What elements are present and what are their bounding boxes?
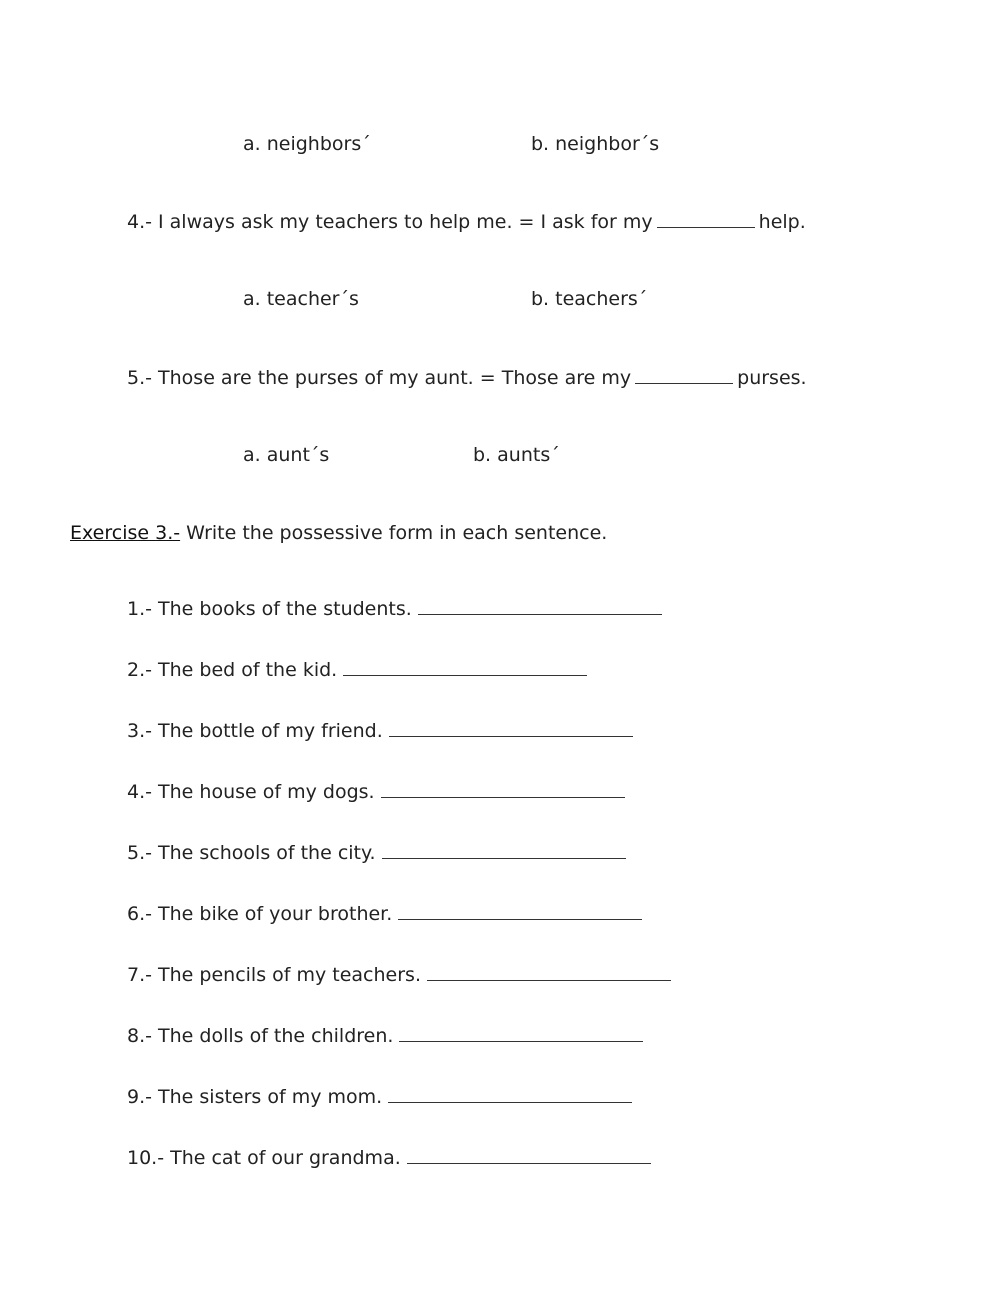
exercise-3-item-text: 8.- The dolls of the children. [127, 1025, 394, 1047]
exercise-3-item [127, 842, 626, 864]
answer-blank[interactable] [388, 1086, 632, 1103]
exercise-3-item-text: 2.- The bed of the kid. [127, 659, 338, 681]
question-4 [127, 211, 806, 233]
q5-option-b: b. aunts´ [473, 444, 560, 466]
exercise-3-instruction: Write the possessive form in each sentence. [180, 522, 608, 544]
exercise-3-item [127, 1147, 651, 1169]
question-5-after: purses. [737, 367, 807, 389]
q4-option-a: a. teacher´s [243, 288, 359, 310]
exercise-3-item-text: 4.- The house of my dogs. [127, 781, 375, 803]
answer-blank[interactable] [382, 842, 626, 859]
exercise-3-item-text: 6.- The bike of your brother. [127, 903, 393, 925]
exercise-3-label: Exercise 3.- [70, 522, 181, 544]
exercise-3-item [127, 659, 587, 681]
question-4-blank[interactable] [657, 211, 755, 228]
exercise-3-item-text: 1.- The books of the students. [127, 598, 412, 620]
q4-option-b: b. teachers´ [531, 288, 648, 310]
q3-option-a: a. neighbors´ [243, 133, 371, 155]
exercise-3-item [127, 1025, 643, 1047]
answer-blank[interactable] [427, 964, 671, 981]
answer-blank[interactable] [398, 903, 642, 920]
answer-blank[interactable] [407, 1147, 651, 1164]
exercise-3-item [127, 964, 671, 986]
exercise-3-item [127, 720, 633, 742]
question-5-blank[interactable] [635, 367, 733, 384]
exercise-3-item-text: 10.- The cat of our grandma. [127, 1147, 401, 1169]
q5-option-a: a. aunt´s [243, 444, 330, 466]
question-5-text: 5.- Those are the purses of my aunt. = Those are my [127, 367, 632, 389]
question-5 [127, 367, 807, 389]
exercise-3-item-text: 7.- The pencils of my teachers. [127, 964, 421, 986]
answer-blank[interactable] [389, 720, 633, 737]
answer-blank[interactable] [343, 659, 587, 676]
answer-blank[interactable] [381, 781, 625, 798]
q3-option-b: b. neighbor´s [531, 133, 660, 155]
exercise-3-item [127, 598, 662, 620]
answer-blank[interactable] [418, 598, 662, 615]
exercise-3-item-text: 5.- The schools of the city. [127, 842, 376, 864]
exercise-3-heading [70, 522, 607, 544]
question-4-after: help. [758, 211, 806, 233]
exercise-3-item [127, 1086, 632, 1108]
exercise-3-item [127, 781, 625, 803]
answer-blank[interactable] [399, 1025, 643, 1042]
exercise-3-item-text: 3.- The bottle of my friend. [127, 720, 383, 742]
exercise-3-item-text: 9.- The sisters of my mom. [127, 1086, 383, 1108]
exercise-3-item [127, 903, 642, 925]
question-4-text: 4.- I always ask my teachers to help me. = I ask for my [127, 211, 653, 233]
